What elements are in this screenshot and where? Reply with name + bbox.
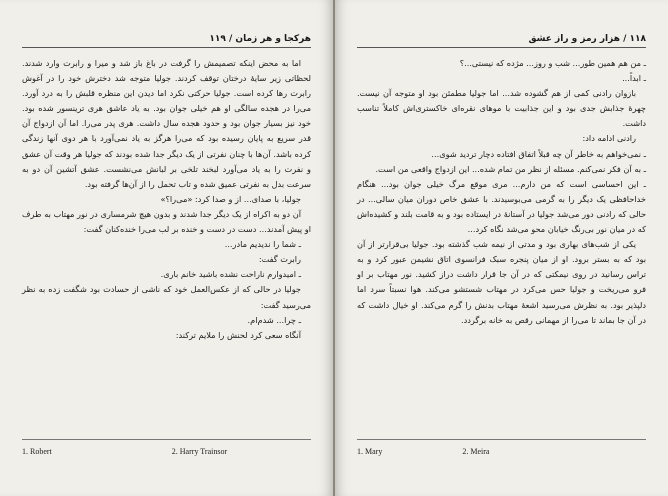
left-page-running-title (209, 34, 311, 44)
paragraph: رادنی ادامه داد: (582, 133, 636, 144)
book-gutter (333, 0, 335, 496)
left-page-number: / ۱۱۹ (209, 34, 233, 44)
paragraph: جولیا در حالی که از عکس‌العمل خود که ناشی از حسادت بود شگفت زده به نظر می‌رسید گفت: (22, 284, 311, 310)
paragraph: ـ ابداً... (622, 73, 646, 84)
left-page-header (22, 34, 311, 48)
paragraph: آنگاه سعی کرد لحنش را ملایم ترکند: (175, 329, 301, 340)
paragraph: ـ به آن فکر نمی‌کنم. مسئله از نظر من تمام شده... این ازدواج واقعی من است. (375, 163, 646, 174)
paragraph: رابرت گفت: (258, 254, 301, 265)
paragraph: ـ امیدوارم ناراحت نشده باشید خانم باری. (160, 269, 301, 280)
left-page-body (22, 56, 311, 343)
paragraph: اما به محض اینکه تصمیمش را گرفت در باغ باز شد و میرا و رابرت وارد شدند. لحظاتی زیر سایهٔ درختان توقف کردند. جولیا متوجه شد دخترش خود را در آغوش رابرت رها کرده است. جولیا حرکتی نکرد اما دیدن این منظره قلبش را به درد آورد. می‌را در هجده سالگی او هم خیلی جوان بود. به یاد عاشق هری ترینسور شده بود. خود نیز بسیار جوان بود و حدود هجده سال داشت. هری پدر می‌را. اما آن ازدواج آن قدر سریع به پایان رسیده بود که می‌را هرگز به یاد نمی‌آورد با هر دوی آنها زندگی کرده باشد. آن‌ها با چنان نفرتی از یک دیگر جدا شده بودند که جولیا هر وقت آن عشق و نفرت را به یاد می‌آورد لبخند تلخی بر لبانش می‌نشست. عشق آتشین آن دو به سرعت بدل به نفرتی عمیق شده و تاب تحمل را از آن‌ها گرفته بود. (22, 58, 311, 189)
right-header-title: ۱۱۸ / هزار رمز و راز عشق (528, 34, 646, 44)
paragraph: ـ من هم همین طور... شب و روز... مژده که نیستی...؟ (459, 58, 646, 68)
paragraph: ـ چرا... شدم‌ام. (247, 314, 301, 325)
footnote: 2. Harry Trainsor (171, 447, 228, 456)
paragraph: ـ شما را ندیدیم مادر... (224, 239, 301, 250)
right-page (334, 0, 668, 496)
footnote-divider (22, 439, 311, 440)
footnote: 1. Mary (357, 447, 383, 456)
paragraph: یکی از شب‌های بهاری بود و مدتی از نیمه شب گذشته بود. جولیا بی‌قرارتر از آن بود که به بستر برود. او از میان پنجره سبک فرانسوی اتاق نشیمن عبور کرد و به تراس رسانید در روی نیمکتی که در آن جا قرار داشت دراز کشید. نور مهتاب بر او فرو می‌ریخت و جولیا حس می‌کرد در مهتاب شستشو می‌کند. هوا نسبتاً سرد اما دلپذیر بود. به نظرش می‌رسید اشعهٔ مهتاب بدنش را گرم می‌کند. او خیال داشت که در آن جا بماند تا می‌را از مهمانی رقص به خانه برگردد. (357, 239, 646, 325)
left-header-title: هرکجا و هر زمان (235, 34, 311, 44)
footnote: 1. Robert (22, 447, 52, 456)
footnote: 2. Meira (462, 447, 490, 456)
paragraph: ـ این احساسی است که من دارم... مری موقع مرگ خیلی جوان بود... هنگام خداحافظی یک دیگر را به گرمی می‌بوسیدند. با عشق خاص دوران میان سالی... در حالی که رادنی دور می‌شد جولیا در آستانهٔ در ایستاده بود و به قامت بلند و کشیده‌اش که در میان نور بی‌رنگ خیابان محو می‌شد نگاه کرد... (357, 178, 646, 235)
left-footnotes (22, 447, 311, 456)
right-page-body (357, 56, 646, 328)
paragraph: جولیا، با صدای... از و صدا کرد: «می‌را؟» (160, 193, 301, 204)
paragraph: ـ نمی‌خواهم به خاطر آن چه قبلاً اتفاق افتاده دچار تردید شوی... (431, 148, 646, 159)
footnote-divider (357, 439, 646, 440)
paragraph: بازوان رادنی کمی از هم گشوده شد... اما جولیا مطمئن بود او متوجه آن نیست. چهرهٔ جذابش جدی بود و این جذابیت با موهای نقره‌ای خاکستری‌اش کاملاً تناسب داشت. (357, 88, 646, 129)
right-footnotes (357, 447, 646, 456)
paragraph: آن دو به اکراه از یک دیگر جدا شدند و بدون هیچ شرمساری در نور مهتاب به طرف او پیش آمدند... دست در دست و خنده بر لب می‌را خنده‌کنان گفت: (22, 208, 311, 235)
right-page-header (357, 34, 646, 48)
